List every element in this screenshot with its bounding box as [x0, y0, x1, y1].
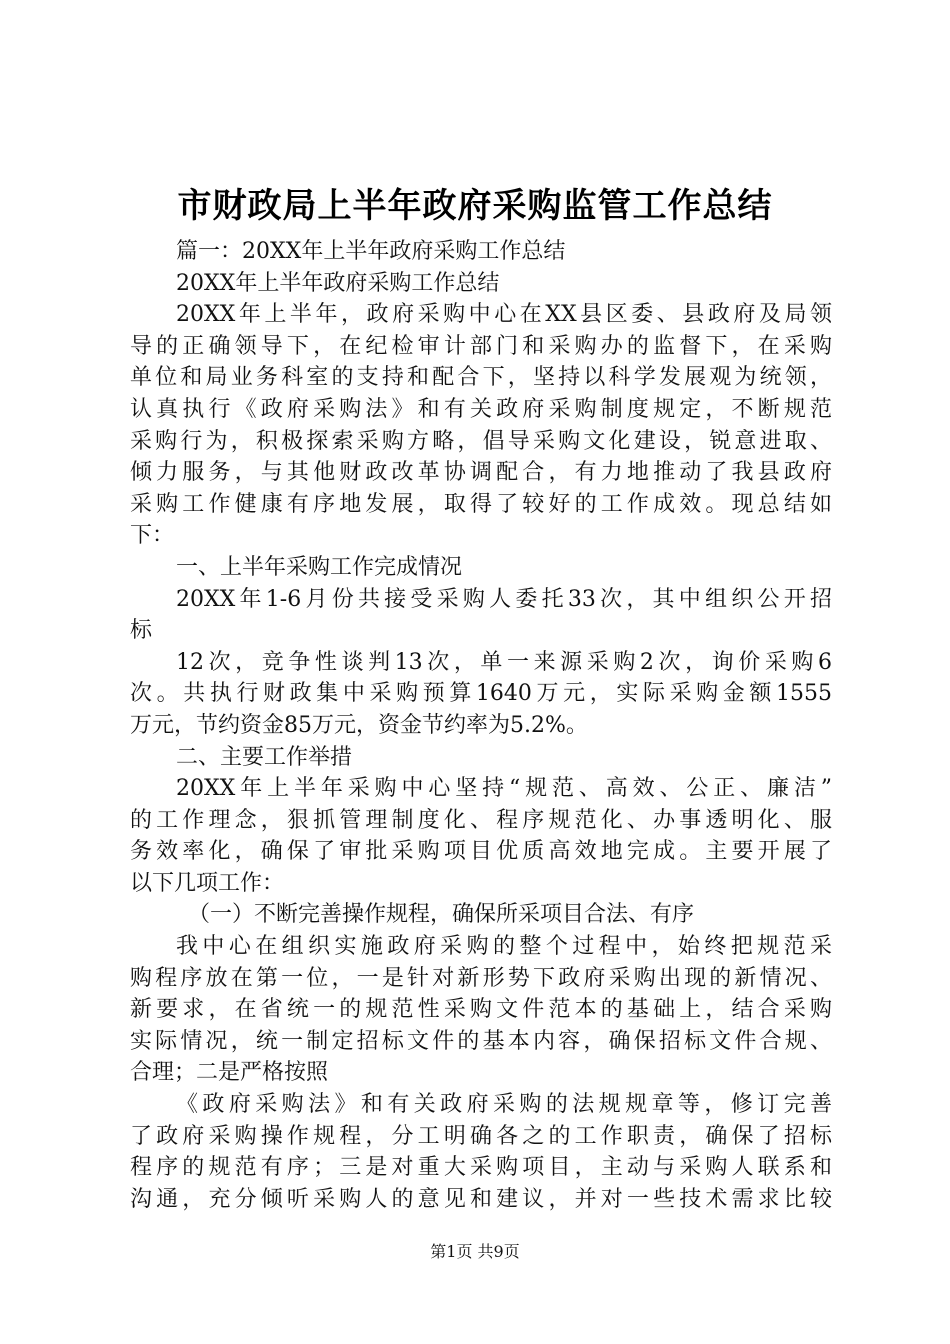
text-line: 下：: [130, 523, 175, 549]
text-line: 合理；二是严格按照: [130, 1060, 329, 1086]
text-line: 20XX年1-6月份共接受采购人委托33次，其中组织公开招: [176, 586, 832, 612]
text-line: 《政府采购法》和有关政府采购的法规规章等，修订完善: [176, 1092, 832, 1118]
text-line: 12次，竞争性谈判13次，单一来源采购2次，询价采购6: [176, 649, 832, 675]
text-line: 沟通，充分倾听采购人的意见和建议，并对一些技术需求比较: [130, 1186, 832, 1212]
text-line: 了政府采购操作规程，分工明确各之的工作职责，确保了招标: [130, 1123, 832, 1149]
text-line: 采购行为，积极探索采购方略，倡导采购文化建设，锐意进取、: [130, 428, 832, 454]
text-line: 购程序放在第一位，一是针对新形势下政府采购出现的新情况、: [130, 965, 832, 991]
text-line: 的工作理念，狠抓管理制度化、程序规范化、办事透明化、服: [130, 807, 832, 833]
text-line: 20XX年上半年，政府采购中心在XX县区委、县政府及局领: [176, 302, 832, 328]
text-line: 标: [130, 618, 153, 644]
text-line: 篇一：20XX年上半年政府采购工作总结: [176, 239, 566, 264]
text-line: 单位和局业务科室的支持和配合下，坚持以科学发展观为统领，: [130, 365, 832, 391]
text-line: 程序的规范有序；三是对重大采购项目，主动与采购人联系和: [130, 1155, 832, 1181]
subsection-heading: （一）不断完善操作规程，确保所采项目合法、有序: [188, 902, 695, 928]
text-line: 次。共执行财政集中采购预算1640万元，实际采购金额1555: [130, 681, 832, 707]
text-line: 倾力服务，与其他财政改革协调配合，有力地推动了我县政府: [130, 460, 832, 486]
section-heading: 一、上半年采购工作完成情况: [176, 554, 463, 580]
text-line: 20XX年上半年政府采购工作总结: [176, 270, 500, 296]
text-line: 20XX年上半年采购中心坚持“规范、高效、公正、廉洁”: [176, 776, 832, 802]
section-heading: 二、主要工作举措: [176, 744, 353, 770]
text-line: 万元，节约资金85万元，资金节约率为5.2%。: [130, 712, 588, 738]
document-body: [130, 236, 832, 1215]
text-line: 以下几项工作：: [130, 870, 285, 896]
text-line: 务效率化，确保了审批采购项目优质高效地完成。主要开展了: [130, 839, 832, 865]
text-line: 采购工作健康有序地发展，取得了较好的工作成效。现总结如: [130, 491, 832, 517]
text-line: 认真执行《政府采购法》和有关政府采购制度规定，不断规范: [130, 396, 832, 422]
text-line: 我中心在组织实施政府采购的整个过程中，始终把规范采: [176, 934, 832, 960]
document-title: 市财政局上半年政府采购监管工作总结: [177, 186, 773, 226]
page-footer: 第1页 共9页: [430, 1242, 520, 1261]
text-line: 实际情况，统一制定招标文件的基本内容，确保招标文件合规、: [130, 1028, 832, 1054]
text-line: 新要求，在省统一的规范性采购文件范本的基础上，结合采购: [130, 997, 832, 1023]
text-line: 导的正确领导下，在纪检审计部门和采购办的监督下，在采购: [130, 333, 832, 359]
